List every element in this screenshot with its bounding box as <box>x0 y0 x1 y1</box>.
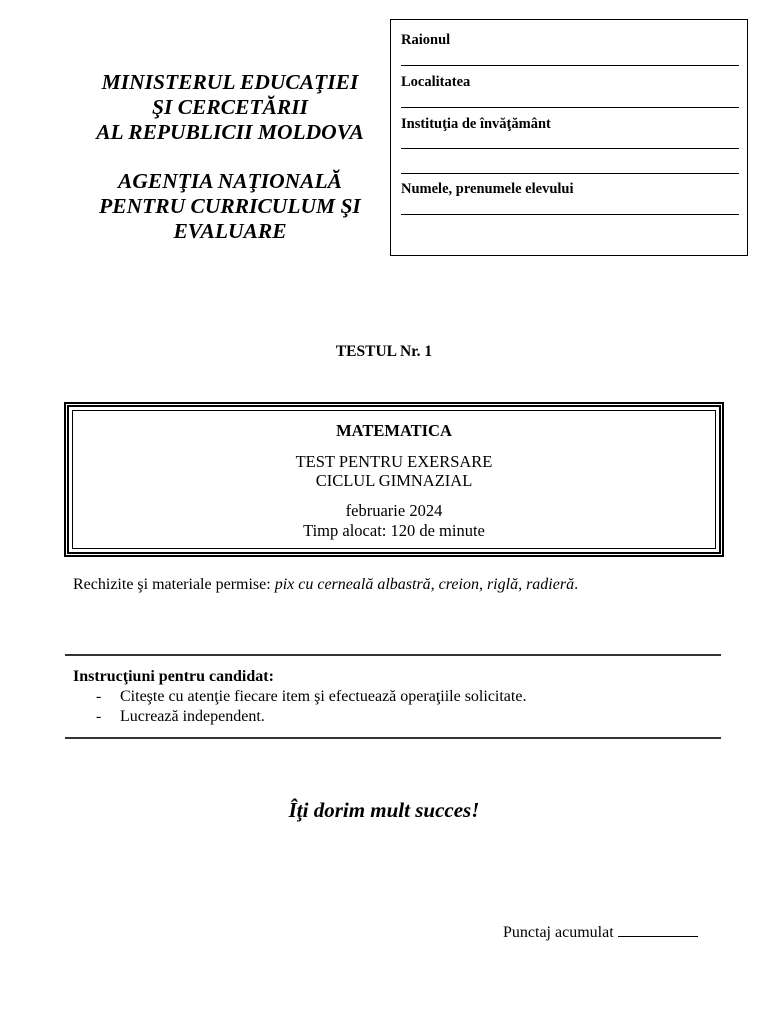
locality-label: Localitatea <box>401 74 471 90</box>
score-field <box>503 922 698 942</box>
district-label: Raionul <box>401 32 451 48</box>
good-luck-message: Îţi dorim mult succes! <box>288 798 480 822</box>
agency-line-2: PENTRU CURRICULUM ŞI <box>99 194 361 218</box>
institution-field-line-1[interactable] <box>401 148 739 149</box>
student-name-field[interactable] <box>401 214 739 215</box>
materials-label: Rechizite şi materiale permise: <box>73 576 275 593</box>
test-type: TEST PENTRU EXERSARE <box>295 452 493 471</box>
test-cycle: CICLUL GIMNAZIAL <box>315 471 473 490</box>
test-date: februarie 2024 <box>345 501 443 520</box>
divider-top <box>65 654 721 656</box>
student-name-label: Numele, prenumele elevului <box>401 181 574 197</box>
agency-line-1: AGENŢIA NAŢIONALĂ <box>118 169 342 193</box>
agency-line-3: EVALUARE <box>173 219 287 243</box>
locality-field[interactable] <box>401 107 739 108</box>
institution-field-line-2[interactable] <box>401 173 739 174</box>
institution-label: Instituţia de învăţământ <box>401 116 551 132</box>
ministry-line-1: MINISTERUL EDUCAŢIEI <box>101 70 359 94</box>
instruction-item <box>96 708 265 726</box>
district-field[interactable] <box>401 65 739 66</box>
ministry-header <box>70 70 390 244</box>
test-title: TESTUL Nr. 1 <box>335 343 433 360</box>
score-label: Punctaj acumulat <box>503 924 614 941</box>
instruction-text: Lucrează independent. <box>120 708 265 725</box>
instruction-item <box>96 688 526 706</box>
instruction-dash: - <box>96 708 102 725</box>
ministry-line-3: AL REPUBLICII MOLDOVA <box>96 120 364 144</box>
allowed-materials <box>73 576 578 594</box>
materials-items: pix cu cerneală albastră, creion, riglă, radieră <box>274 576 575 593</box>
student-info-box <box>390 19 748 256</box>
score-blank[interactable] <box>618 922 698 937</box>
subject-name: MATEMATICA <box>336 421 452 440</box>
instructions-title: Instrucţiuni pentru candidat: <box>73 668 274 685</box>
time-allocated: Timp alocat: 120 de minute <box>303 521 485 540</box>
ministry-line-2: ŞI CERCETĂRII <box>152 95 308 119</box>
materials-end: . <box>574 576 579 593</box>
subject-box <box>64 402 724 557</box>
instruction-text: Citeşte cu atenţie fiecare item şi efectuează operaţiile solicitate. <box>120 688 527 705</box>
instruction-dash: - <box>96 688 102 705</box>
divider-bottom <box>65 737 721 739</box>
